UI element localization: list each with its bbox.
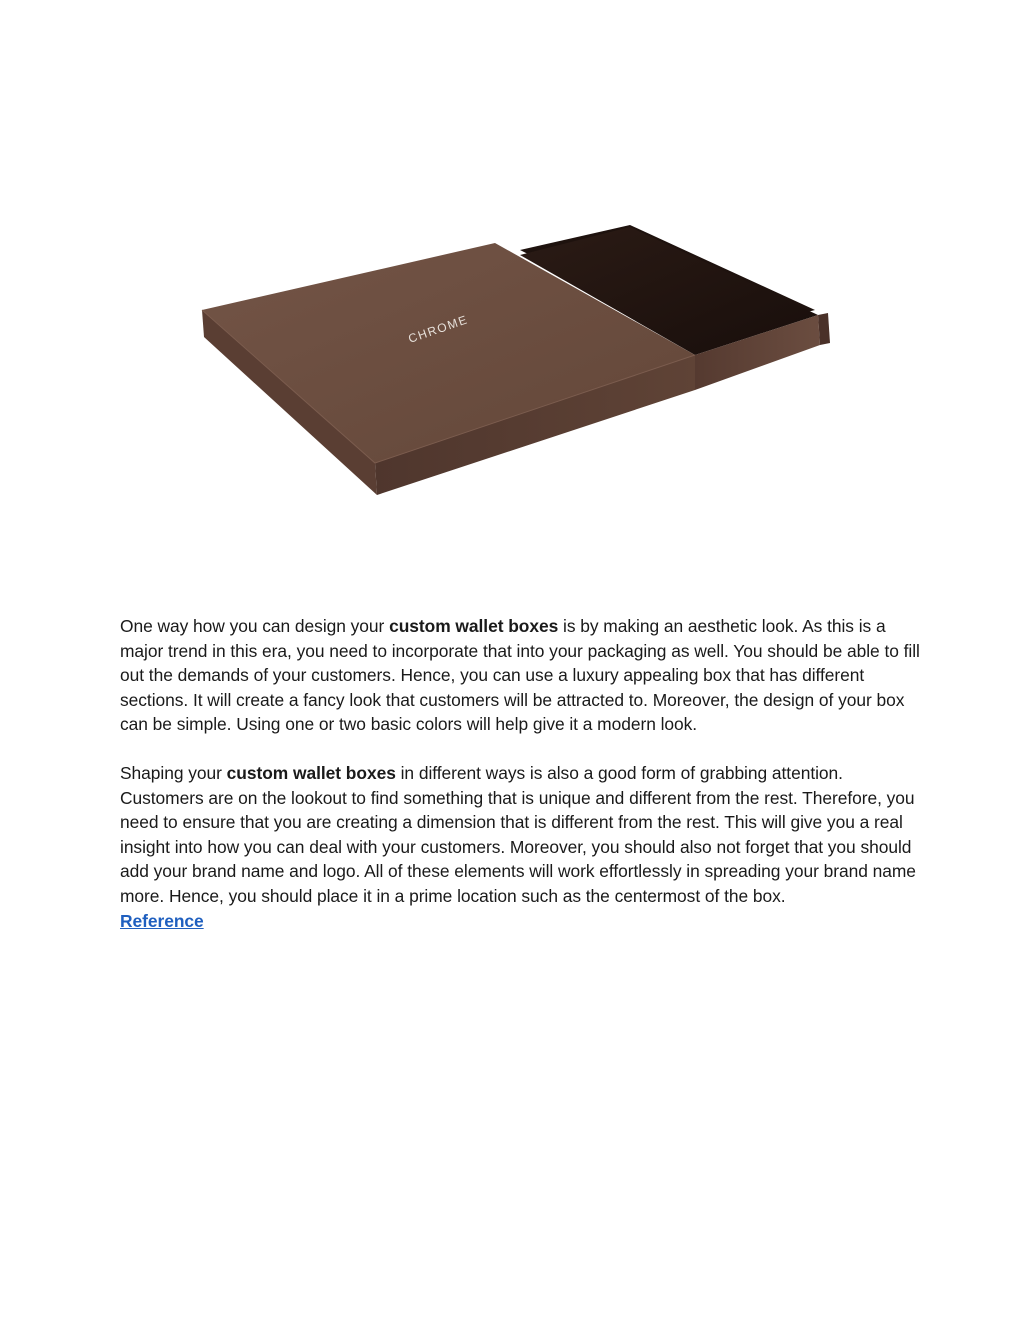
paragraph-2-lead: Shaping your (120, 762, 227, 783)
box-illustration (190, 215, 840, 505)
paragraph-2-keyword: custom wallet boxes (226, 762, 396, 783)
tray-right-edge (818, 313, 830, 345)
paragraph-1-lead: One way how you can design your (120, 616, 390, 636)
paragraph-1-body: is by making an aesthetic look. As this is a major trend in this era, you need to incorporate that into your packaging as well. You should be able to fill out the demands of your customers. Hence, you can use a luxury appealing box that has different sections. It will create a fancy look that customers will be attracted to. Moreover, the design of your box can be simple. Using one or two basic colors will help give it a modern look. (120, 616, 920, 735)
paragraph-2 (120, 761, 920, 933)
reference-link[interactable]: Reference (120, 910, 204, 931)
paragraph-2-body: in different ways is also a good form of grabbing attention. Customers are on the lookout to find something that is unique and different from the rest. Therefore, you need to ensure that you are creating a dimension that is different from the rest. This will give you a real insight into how you can deal with your customers. Moreover, you should also not forget that you should add your brand name and logo. All of these elements will work effortlessly in spreading your brand name more. Hence, you should place it in a prime location such as the centermost of the box. (120, 762, 916, 906)
article-body (120, 614, 920, 933)
paragraph-1 (120, 614, 920, 737)
lid-brand-text: CHROME (406, 312, 470, 346)
paragraph-1-keyword: custom wallet boxes (389, 616, 559, 636)
product-photo (190, 215, 840, 505)
